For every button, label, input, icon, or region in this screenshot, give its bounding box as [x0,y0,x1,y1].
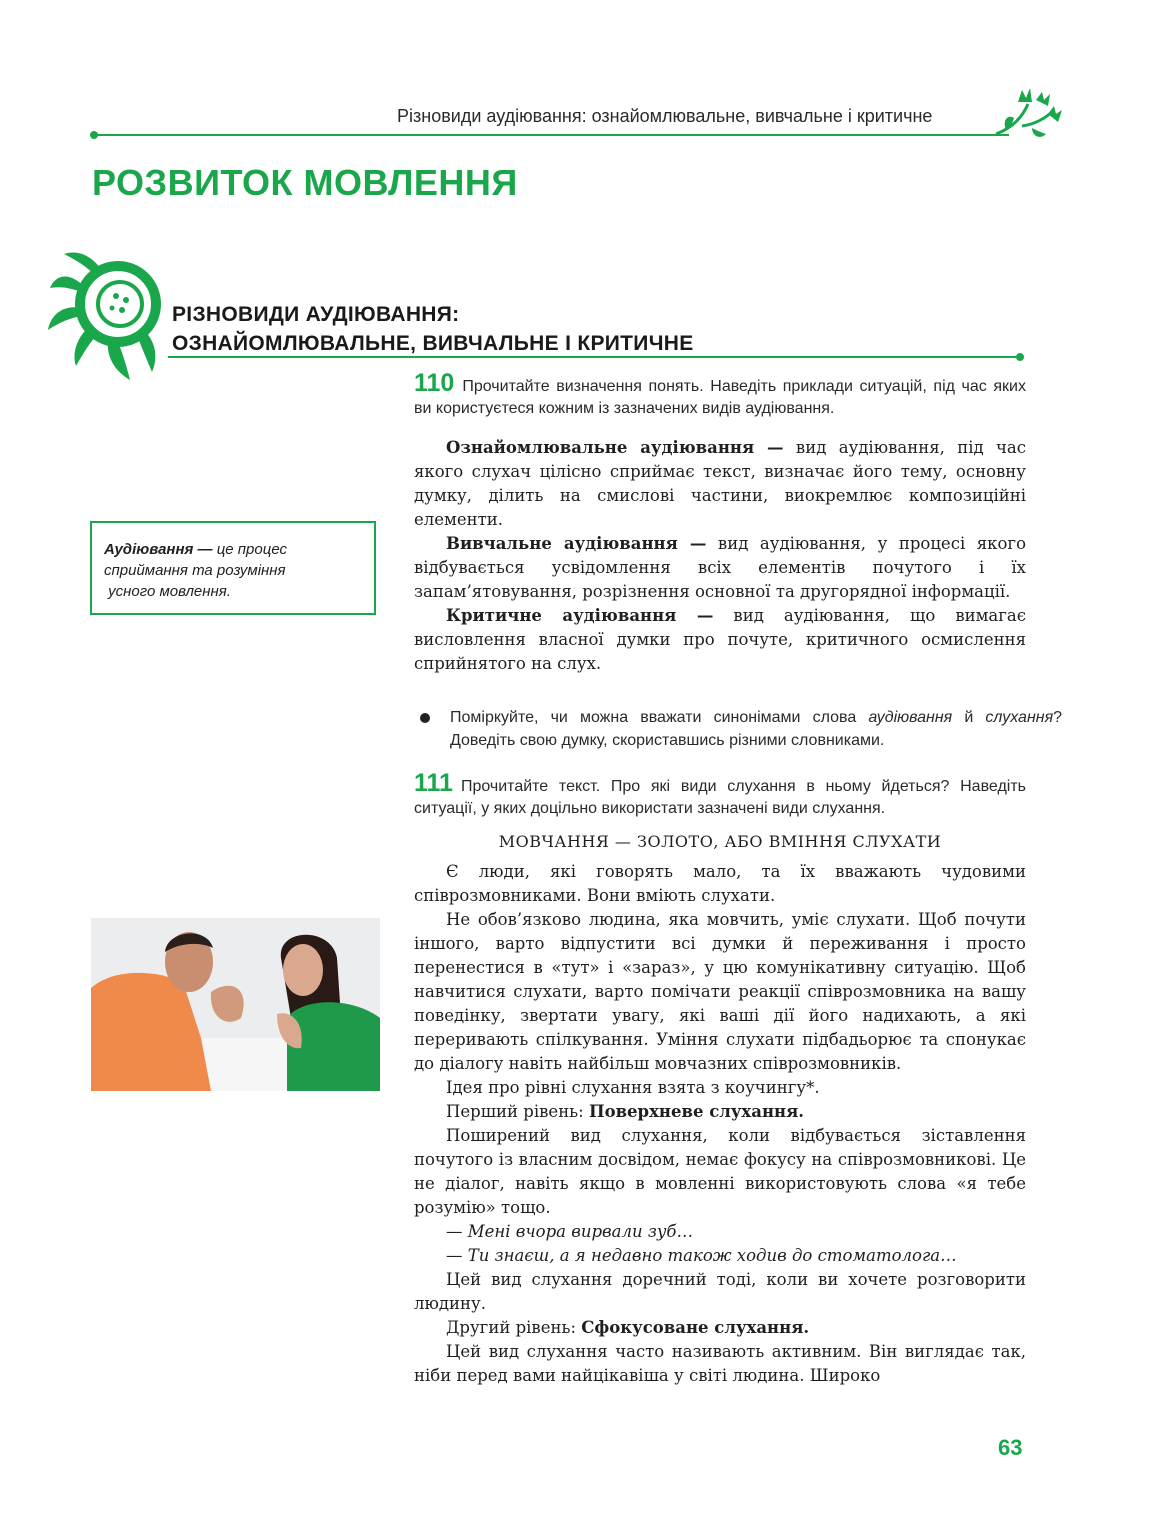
text-paragraph: Перший рівень: Поверхневе слухання. [446,1102,805,1121]
text-paragraph: Не обов’язково людина, яка мовчить, уміє слухати. Щоб почути іншого, варто відпустити всі думки й переживання і просто перенестися в «тут» і «зараз», у цю комунікативну ситуацію. Щоб навчитися слухати, варто помічати реакції співрозмовника на вашу поведінку, звертати увагу, які ваші дії його надихають, а які переривають спілкування. Уміння слухати підбадьорює та спонукає до діалогу навіть найбільш мовчазних співрозмовників. [414,910,1026,1073]
text-paragraph: Другий рівень: Сфокусоване слухання. [446,1318,810,1337]
running-title: Різновиди аудіювання: ознайомлювальне, вивчальне і критичне [397,106,933,126]
text-paragraph: Цей вид слухання часто називають активним. Він виглядає так, ніби перед вами найцікавіша у світі людина. Широко [414,1342,1026,1385]
task-111-text: Прочитайте текст. Про які види слухання в ньому йдеться? Наведіть ситуації, у яких доцільно використати зазначені види слухання. [414,778,1026,817]
definitions [414,436,1026,676]
topic-title [172,300,694,358]
topic-title-line1: РІЗНОВИДИ АУДІЮВАННЯ: [172,303,460,326]
bullet-question: Поміркуйте, чи можна вважати синонімами слова аудіювання й слухання? Доведіть свою думку, скориставшись різними словниками. [414,706,1062,752]
bullet-icon [420,713,430,723]
task-110-instruction [414,369,1026,420]
text-title: МОВЧАННЯ — ЗОЛОТО, АБО ВМІННЯ СЛУХАТИ [498,832,942,851]
text-paragraph: Поширений вид слухання, коли відбувається зіставлення почутого із власним досвідом, немає фокусу на співрозмовникові. Це не діалог, навіть якщо в мовленні використовують слова «я тебе розумію» тощо. [414,1126,1026,1217]
flower-ornament-icon [992,88,1064,144]
page-number: 63 [998,1435,1023,1460]
task-number: 110 [414,369,455,397]
task-111-instruction [414,769,1026,820]
topic-rule [168,356,1020,358]
task-110-text: Прочитайте визначення понять. Наведіть приклади ситуацій, під час яких ви користуєтеся кожним із зазначених видів аудіювання. [414,378,1026,417]
definition-text-1: це процес [212,541,287,558]
header-rule [94,134,1009,136]
topic-rule-dot [1016,353,1024,361]
text-paragraph: Ідея про рівні слухання взята з коучингу*. [446,1078,820,1097]
reading-text [414,830,1026,1388]
definition-text-2: сприймання та розуміння [104,562,286,579]
definition-term: Аудіювання — [104,541,213,558]
dialogue-line: — Ти знаєш, а я недавно також ходив до стоматолога… [446,1246,957,1265]
definition-paragraph: Критичне аудіювання — вид аудіювання, що вимагає висловлення власної думки про почуте, критичного осмислення сприйнятого на слух. [414,606,1026,673]
section-title: РОЗВИТОК МОВЛЕННЯ [92,162,518,203]
text-paragraph: Цей вид слухання доречний тоді, коли ви хочете розговорити людину. [414,1270,1026,1313]
task-111 [414,769,1026,820]
definition-text-3: усного мовлення. [104,583,231,600]
task-110 [414,369,1026,420]
conversation-photo [91,918,380,1091]
topic-title-line2: ОЗНАЙОМЛЮВАЛЬНЕ, ВИВЧАЛЬНЕ І КРИТИЧНЕ [172,332,694,355]
task-number: 111 [414,769,453,797]
text-paragraph: Є люди, які говорять мало, та їх вважають чудовими співрозмовниками. Вони вміють слухати. [414,862,1026,905]
definition-box [90,521,376,615]
definition-paragraph: Вивчальне аудіювання — вид аудіювання, у процесі якого відбувається усвідомлення всіх елементів почутого і їх запам’ятовування, розрізнення основної та другорядної інформації. [414,534,1026,601]
definition-paragraph: Ознайомлювальне аудіювання — вид аудіювання, під час якого слухач цілісно сприймає текст, визначає його тему, основну думку, ділить на смислові частини, виокремлює композиційні елементи. [414,438,1027,529]
leaf-ornament-icon [46,248,162,384]
dialogue-line: — Мені вчора вирвали зуб… [446,1222,693,1241]
